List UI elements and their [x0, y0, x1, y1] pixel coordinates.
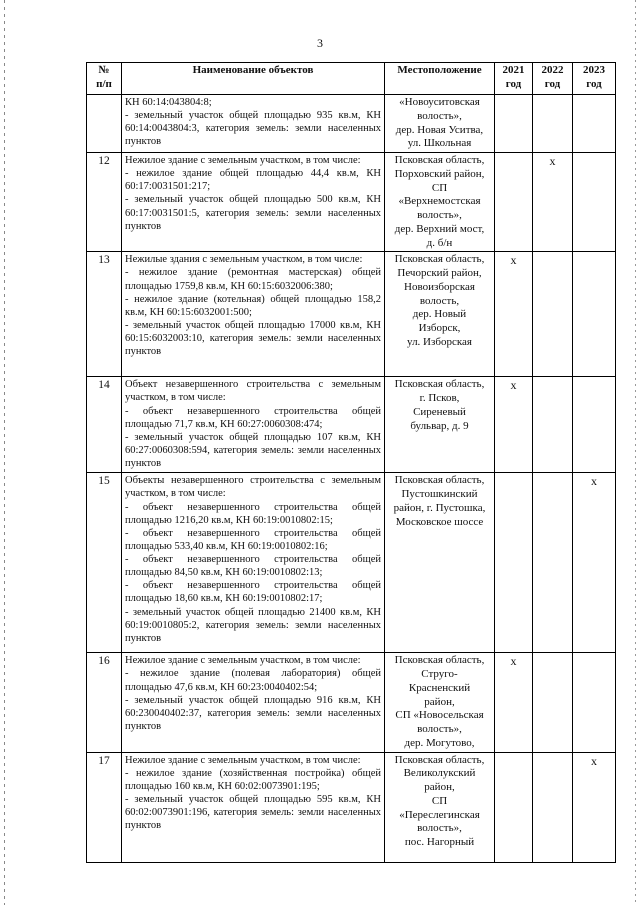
mark-2023 [573, 252, 616, 377]
row-number: 15 [87, 473, 122, 653]
object-description: Объект незавершенного строительства с земельным участком, в том числе: - объект незавершенного строительства общей площадью 71,7 кв.м, КН 60:27:0060308:474; - земельный участок общей площадью 107 кв.м, КН 60:27:0060308:594, категория земель: земли населенных пунктов [122, 377, 385, 473]
table-header-row [87, 63, 616, 95]
header-2022: 2022 год [533, 63, 573, 95]
row-number: 13 [87, 252, 122, 377]
mark-2022 [533, 473, 573, 653]
header-num: № п/п [87, 63, 122, 95]
table-row [87, 377, 616, 473]
mark-2021: х [495, 653, 533, 752]
page-number: 3 [317, 36, 323, 50]
mark-2023: х [573, 473, 616, 653]
mark-2023: х [573, 752, 616, 862]
mark-2023 [573, 153, 616, 252]
row-number: 17 [87, 752, 122, 862]
object-description: КН 60:14:043804:8; - земельный участок общей площадью 935 кв.м, КН 60:14:0043804:3, категория земель: земли населенных пунктов [122, 95, 385, 153]
mark-2021 [495, 95, 533, 153]
table-row [87, 752, 616, 862]
object-location: Псковская область, Порховский район, СП «Верхнемостская волость», дер. Верхний мост, д. б/н [385, 153, 495, 252]
object-description: Нежилое здание с земельным участком, в том числе: - нежилое здание (полевая лаборатория) общей площадью 47,6 кв.м, КН 60:23:0040402:54; - земельный участок общей площадью 916 кв.м, КН 60:230040402:37, категория земель: земли населенных пунктов [122, 653, 385, 752]
object-location: Псковская область, г. Псков, Сиреневый бульвар, д. 9 [385, 377, 495, 473]
object-location: Псковская область, Струго- Красненский район, СП «Новосельская волость», дер. Могутово, [385, 653, 495, 752]
object-description: Нежилые здания с земельным участком, в том числе: - нежилое здание (ремонтная мастерская) общей площадью 1759,8 кв.м, КН 60:15:6032006:380; - нежилое здание (котельная) общей площадью 158,2 кв.м, КН 60:15:6032001:500; - земельный участок общей площадью 17000 кв.м, КН 60:15:6032003:10, категория земель: земли населенных пунктов [122, 252, 385, 377]
row-number [87, 95, 122, 153]
row-number: 12 [87, 153, 122, 252]
mark-2022: х [533, 153, 573, 252]
table-row [87, 653, 616, 752]
object-location: Псковская область, Великолукский район, СП «Переслегинская волость», пос. Нагорный [385, 752, 495, 862]
mark-2023 [573, 95, 616, 153]
object-description: Нежилое здание с земельным участком, в том числе: - нежилое здание общей площадью 44,4 кв.м, КН 60:17:0031501:217; - земельный участок общей площадью 500 кв.м, КН 60:17:0031501:5, категория земель: земли населенных пунктов [122, 153, 385, 252]
table-row [87, 95, 616, 153]
header-2021: 2021 год [495, 63, 533, 95]
mark-2022 [533, 377, 573, 473]
table-row [87, 473, 616, 653]
object-location: «Новоуситовская волость», дер. Новая Уситва, ул. Школьная [385, 95, 495, 153]
objects-table [86, 62, 616, 863]
mark-2021 [495, 752, 533, 862]
mark-2022 [533, 252, 573, 377]
row-number: 14 [87, 377, 122, 473]
mark-2021 [495, 153, 533, 252]
mark-2022 [533, 653, 573, 752]
mark-2023 [573, 653, 616, 752]
header-name: Наименование объектов [122, 63, 385, 95]
scan-edge-left [4, 0, 5, 905]
row-number: 16 [87, 653, 122, 752]
mark-2021: х [495, 377, 533, 473]
mark-2023 [573, 377, 616, 473]
header-location: Местоположение [385, 63, 495, 95]
object-description: Нежилое здание с земельным участком, в том числе: - нежилое здание (хозяйственная постройка) общей площадью 160 кв.м, КН 60:02:0073901:195; - земельный участок общей площадью 595 кв.м, КН 60:02:0073901:196, категория земель: земли населенных пунктов [122, 752, 385, 862]
mark-2022 [533, 752, 573, 862]
object-description: Объекты незавершенного строительства с земельным участком, в том числе: - объект незавершенного строительства общей площадью 1216,20 кв.м, КН 60:19:0010802:15; - объект незавершенного строительства общей площадью 533,40 кв.м, КН 60:19:0010802:16; - объект незавершенного строительства общей площадью 84,50 кв.м, КН 60:19:0010802:13; - объект незавершенного строительства общей площадью 18,60 кв.м, КН 60:19:0010802:17; - земельный участок общей площадью 21400 кв.м, КН 60:19:0010805:2, категория земель: земли населенных пунктов [122, 473, 385, 653]
mark-2022 [533, 95, 573, 153]
mark-2021 [495, 473, 533, 653]
mark-2021: х [495, 252, 533, 377]
scan-edge-right [635, 0, 636, 905]
table-row [87, 252, 616, 377]
object-location: Псковская область, Печорский район, Новоизборская волость, дер. Новый Изборск, ул. Изборская [385, 252, 495, 377]
table-row [87, 153, 616, 252]
object-location: Псковская область, Пустошкинский район, г. Пустошка, Московское шоссе [385, 473, 495, 653]
header-2023: 2023 год [573, 63, 616, 95]
